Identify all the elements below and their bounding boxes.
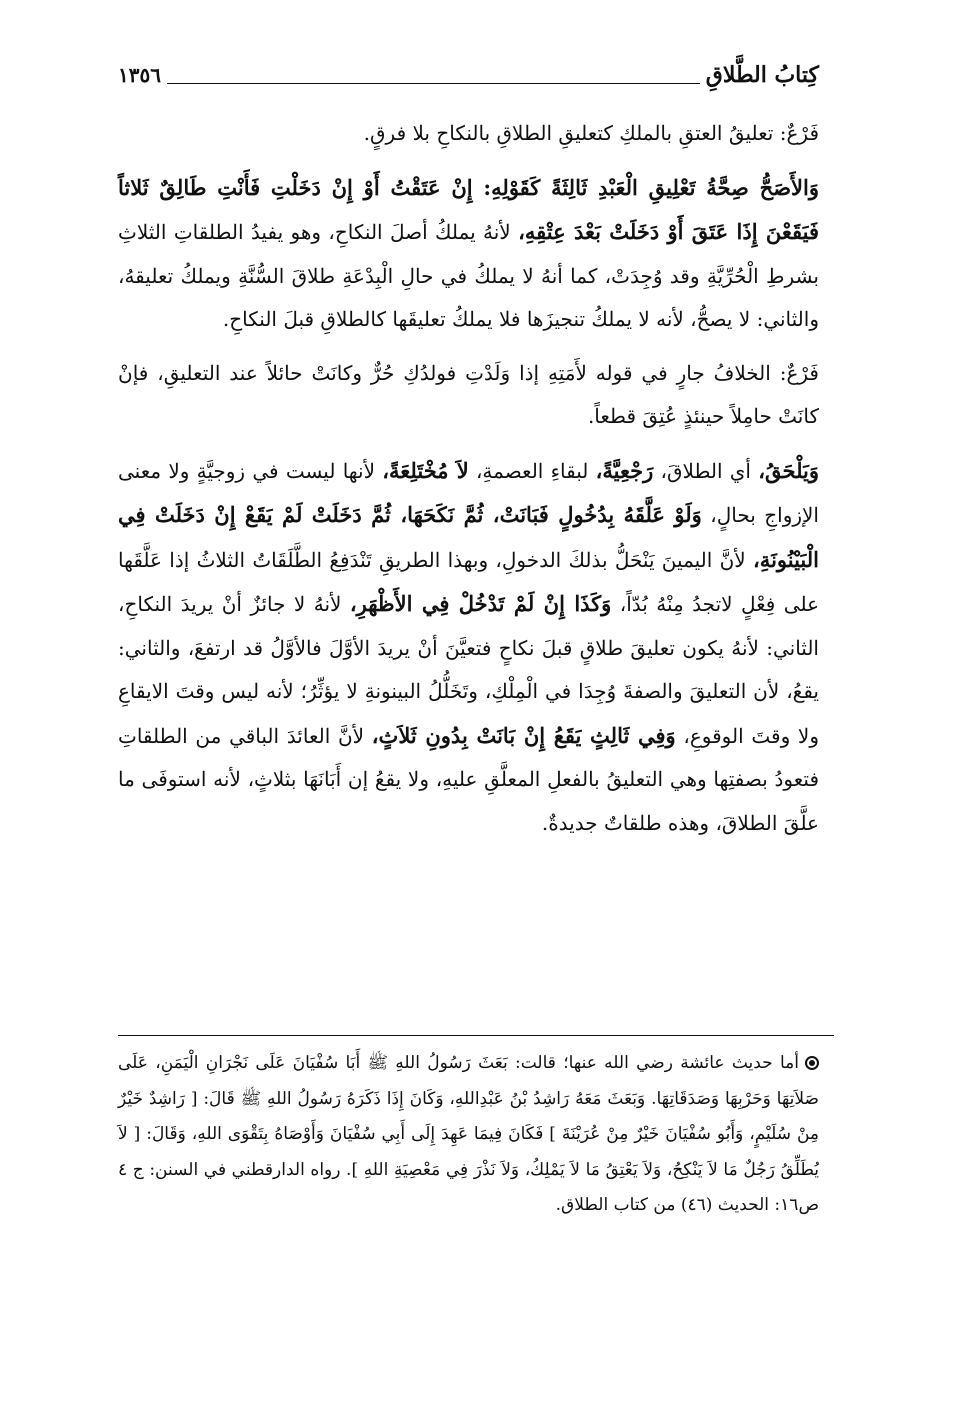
- footnote-text: أما حديث عائشة رضي الله عنها؛ قالت: بَعَثَ رَسُولُ اللهِ ﷺ أَبَا سُفْيَانَ عَلَى نَجْرَانِ الْيَمَنِ، عَلَى صَلاَتِهَا وَحَرْبِهَا وَصَدَقَاتِهَا. وَبَعَثَ مَعَهُ رَاشِدُ بْنُ عَبْدِاللهِ، وَكَانَ إِذَا ذَكَرَهُ رَسُولُ اللهِ ﷺ قَالَ: [ رَاشِدٌ خَيْرٌ مِنْ سُلَيْمٍ، وَأَبُو سُفْيَانَ خَيْرٌ مِنْ عُرَيْنَةَ ] فَكَانَ فِيمَا عَهِدَ إِلَى أَبِي سُفْيَانَ وَأَوْصَاهُ بِتَقْوَى اللهِ، وَقَالَ: [ لاَ يُطَلِّقُ رَجُلٌ مَا لاَ يَنْكِحُ، وَلاَ يَعْتِقُ مَا لاَ يَمْلِكُ، وَلاَ نَذْرَ فِي مَعْصِيَةِ اللهِ ]. رواه الدارقطني في السنن: ج ٤ ص١٦: الحديث (٤٦) من كتاب الطلاق.: [118, 1053, 819, 1215]
- sharh-text: لأنهُ لا جائزٌ أنْ يريدَ النكاحِ، الثاني: لأنهُ يكون تعليقَ طلاقٍ قبلَ نكاحٍ فتعيَّنَ أنْ يريدَ الأوَّلَ فالأوَّلُ قد ارتفعَ، والثاني: يقعُ، لأن التعليقَ والصفةَ وُجِدَا في الْمِلْكِ، وتَخَلُّلُ البينونةِ لا يؤثِّرُ؛ لأنه ليس وقتَ الايقاعِ ولا وقتَ الوقوعِ،: [118, 592, 819, 748]
- sharh-text: لأنَّ اليمينَ يَنْحَلُّ بذلكَ الدخولِ، وبهذا الطريقِ تَنْدَفِعُ الطَّلَقَاتُ الثلاثُ إذا عَلَّقَها على فِعْلٍ لاتجدُ مِنْهُ بُدّاً،: [118, 547, 819, 616]
- sharh-text: لأنها ليست في زوجيَّةٍ ولا معنى الإزواجِ بحالٍ،: [118, 458, 819, 527]
- running-header: [118, 58, 819, 90]
- main-text: [118, 112, 819, 845]
- page-number: ١٣٥٦: [118, 63, 161, 87]
- sharh-text: لأنهُ يملكُ أصلَ النكاحِ، وهو يفيدُ الطلقاتِ الثلاثِ بشرطِ الْحُرِّيَّةِ وقد وُجِدَتْ، كما أنهُ لا يملكُ في حالِ الْبِدْعَةِ طلاقَ السُّنَّةِ ويملكُ تعليقهُ، والثاني: لا يصحُّ، لأنه لا يملكُ تنجيزَها فلا يملكُ تعليقَها كالطلاقِ قبلَ النكاحِ.: [118, 220, 819, 331]
- sharh-text: أي الطلاقَ،: [660, 458, 751, 483]
- paragraph-far1: فَرْعٌ: تعليقُ العتقِ بالملكِ كتعليقِ الطلاقِ بالنكاحِ بلا فرقٍ.: [363, 121, 819, 145]
- sharh-text: لبقاءِ العصمةِ،: [475, 458, 589, 483]
- matn-text: وَفِي ثَالِثٍ يَقَعُ إِنْ بَانَتْ بِدُونِ ثَلاَثٍ،: [371, 722, 676, 748]
- footnote-marker-icon: [805, 1056, 819, 1070]
- book-title: كِتابُ الطَّلاقِ: [705, 62, 819, 88]
- matn-text: وَكَذَا إِنْ لَمْ تَدْخُلْ فِي الأَظْهَرِ،: [349, 591, 612, 616]
- header-rule: [167, 83, 700, 84]
- matn-text: لاَ مُخْتَلِعَةً،: [382, 457, 469, 483]
- matn-text: وَيَلْحَقُ،: [758, 457, 820, 483]
- sharh-text: لأنَّ العائدَ الباقي من الطلقاتِ فتعودُ بصفتِها وهي التعليقُ بالفعلِ المعلَّقِ عليهِ، ولا يقعُ إن أَبَانَهَا بثلاثٍ، لأنه استوفَى ما علَّقَ الطلاقَ، وهذه طلقاتٌ جديدةٌ.: [118, 723, 819, 835]
- paragraph-main-2: [118, 449, 819, 846]
- matn-text: رَجْعِيَّةً،: [595, 457, 654, 483]
- paragraph-main-1: [118, 166, 819, 342]
- matn-text: وَالأَصَحُّ صِحَّةُ تَعْلِيقِ الْعَبْدِ ثَالِثَةً كَقَوْلِهِ: إِنْ عَتَقْتُ أَوْ إِنْ دَخَلْتِ فَأَنْتِ طَالِقٌ ثَلاثاً فَيَقَعْنَ إِذَا عَتَقَ أَوْ دَخَلَتْ بَعْدَ عِتْقِهِ،: [118, 174, 819, 244]
- footnote-separator: [118, 1035, 834, 1036]
- footnotes: [118, 1046, 819, 1224]
- matn-text: وَلَوْ عَلَّقَهُ بِدُخُولٍ فَبَانَتْ، ثُمَّ نَكَحَهَا، ثُمَّ دَخَلَتْ لَمْ يَقَعْ إِنْ دَخَلَتْ فِي الْبَيْنُونَةِ،: [118, 502, 820, 572]
- footnote-1: [118, 1046, 819, 1224]
- paragraph-far2: فَرْعٌ: الخلافُ جارٍ في قوله لأَمَتِهِ إذا وَلَدْتِ فولدُكِ حُرٌّ وكانَتْ حائلاً عند التعليقِ، فإنْ كانَتْ حامِلاً حينئذٍ عُتِقَ قطعاً.: [118, 360, 819, 428]
